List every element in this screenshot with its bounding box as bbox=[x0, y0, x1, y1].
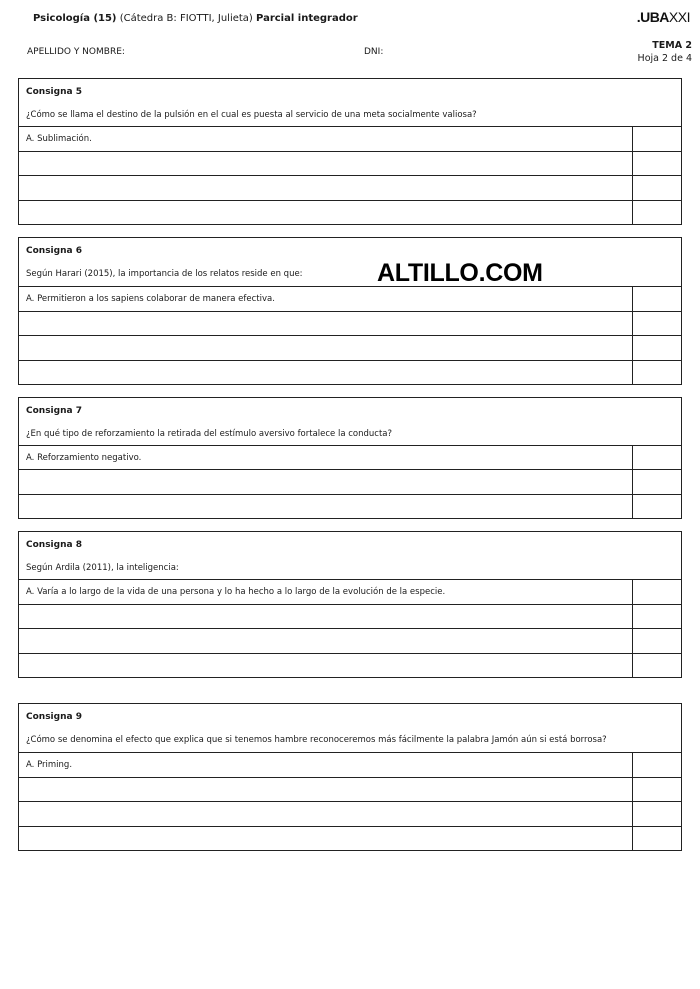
uba-xxi-logo: .UBAXXI bbox=[636, 9, 690, 25]
consigna-block bbox=[18, 78, 682, 225]
answer-checkbox[interactable] bbox=[632, 827, 681, 851]
answer-checkbox[interactable] bbox=[632, 152, 681, 176]
answer-row bbox=[19, 445, 681, 470]
answer-row bbox=[19, 151, 681, 176]
answer-row bbox=[19, 311, 681, 336]
answer-checkbox[interactable] bbox=[632, 753, 681, 777]
answer-checkbox[interactable] bbox=[632, 446, 681, 470]
subject: Psicología (15) bbox=[33, 13, 117, 24]
answer-checkbox[interactable] bbox=[632, 336, 681, 360]
consigna-block bbox=[18, 703, 682, 851]
course-header bbox=[33, 13, 358, 24]
chair: (Cátedra B: FIOTTI, Julieta) bbox=[119, 13, 253, 24]
answer-text: A. Varía a lo largo de la vida de una persona y lo ha hecho a lo largo de la evolución de la especie. bbox=[26, 587, 446, 597]
answer-row bbox=[19, 604, 681, 629]
answer-row bbox=[19, 752, 681, 777]
consigna-title: Consigna 5 bbox=[26, 87, 82, 97]
answer-checkbox[interactable] bbox=[632, 127, 681, 151]
answer-rows bbox=[19, 445, 681, 519]
answer-checkbox[interactable] bbox=[632, 802, 681, 826]
answer-text: A. Priming. bbox=[26, 760, 73, 770]
answer-row bbox=[19, 826, 681, 851]
consigna-block bbox=[18, 397, 682, 519]
answer-row bbox=[19, 579, 681, 604]
answer-checkbox[interactable] bbox=[632, 361, 681, 385]
answer-row bbox=[19, 801, 681, 826]
consigna-title: Consigna 8 bbox=[26, 540, 82, 550]
consigna-question: ¿Cómo se denomina el efecto que explica que si tenemos hambre reconoceremos más fácilmente la palabra Jamón aún si está borrosa? bbox=[26, 735, 607, 745]
consigna-question: Según Ardila (2011), la inteligencia: bbox=[26, 563, 179, 573]
answer-rows bbox=[19, 579, 681, 677]
consigna-block bbox=[18, 237, 682, 385]
answer-text: A. Permitieron a los sapiens colaborar de manera efectiva. bbox=[26, 294, 275, 304]
answer-row bbox=[19, 126, 681, 151]
answer-text: A. Sublimación. bbox=[26, 134, 92, 144]
answer-text: A. Reforzamiento negativo. bbox=[26, 452, 142, 463]
watermark: ALTILLO.COM bbox=[377, 259, 543, 287]
consigna-title: Consigna 6 bbox=[26, 246, 82, 256]
dni-label: DNI: bbox=[364, 47, 384, 57]
tema-label: TEMA 2 bbox=[652, 40, 692, 51]
answer-checkbox[interactable] bbox=[632, 287, 681, 311]
answer-checkbox[interactable] bbox=[632, 312, 681, 336]
answer-checkbox[interactable] bbox=[632, 605, 681, 629]
consigna-title: Consigna 9 bbox=[26, 712, 82, 722]
consigna-block bbox=[18, 531, 682, 678]
answer-row bbox=[19, 469, 681, 494]
answer-rows bbox=[19, 286, 681, 384]
answer-row bbox=[19, 628, 681, 653]
consigna-title: Consigna 7 bbox=[26, 406, 82, 416]
answer-row bbox=[19, 653, 681, 678]
answer-checkbox[interactable] bbox=[632, 580, 681, 604]
answer-checkbox[interactable] bbox=[632, 176, 681, 200]
answer-rows bbox=[19, 752, 681, 850]
answer-row bbox=[19, 335, 681, 360]
answer-row bbox=[19, 494, 681, 519]
exam-type: Parcial integrador bbox=[256, 13, 358, 24]
consigna-question: ¿Cómo se llama el destino de la pulsión en el cual es puesta al servicio de una meta socialmente valiosa? bbox=[26, 110, 477, 120]
answer-row bbox=[19, 777, 681, 802]
answer-checkbox[interactable] bbox=[632, 654, 681, 678]
answer-checkbox[interactable] bbox=[632, 629, 681, 653]
answer-rows bbox=[19, 126, 681, 224]
answer-checkbox[interactable] bbox=[632, 470, 681, 494]
answer-checkbox[interactable] bbox=[632, 778, 681, 802]
answer-checkbox[interactable] bbox=[632, 201, 681, 225]
name-label: APELLIDO Y NOMBRE: bbox=[27, 47, 125, 57]
answer-row bbox=[19, 200, 681, 225]
page-indicator: Hoja 2 de 4 bbox=[637, 53, 692, 64]
consigna-question: Según Harari (2015), la importancia de los relatos reside en que: bbox=[26, 269, 303, 279]
answer-checkbox[interactable] bbox=[632, 495, 681, 519]
answer-row bbox=[19, 286, 681, 311]
consigna-question: ¿En qué tipo de reforzamiento la retirada del estímulo aversivo fortalece la conducta? bbox=[26, 429, 393, 439]
answer-row bbox=[19, 175, 681, 200]
answer-row bbox=[19, 360, 681, 385]
